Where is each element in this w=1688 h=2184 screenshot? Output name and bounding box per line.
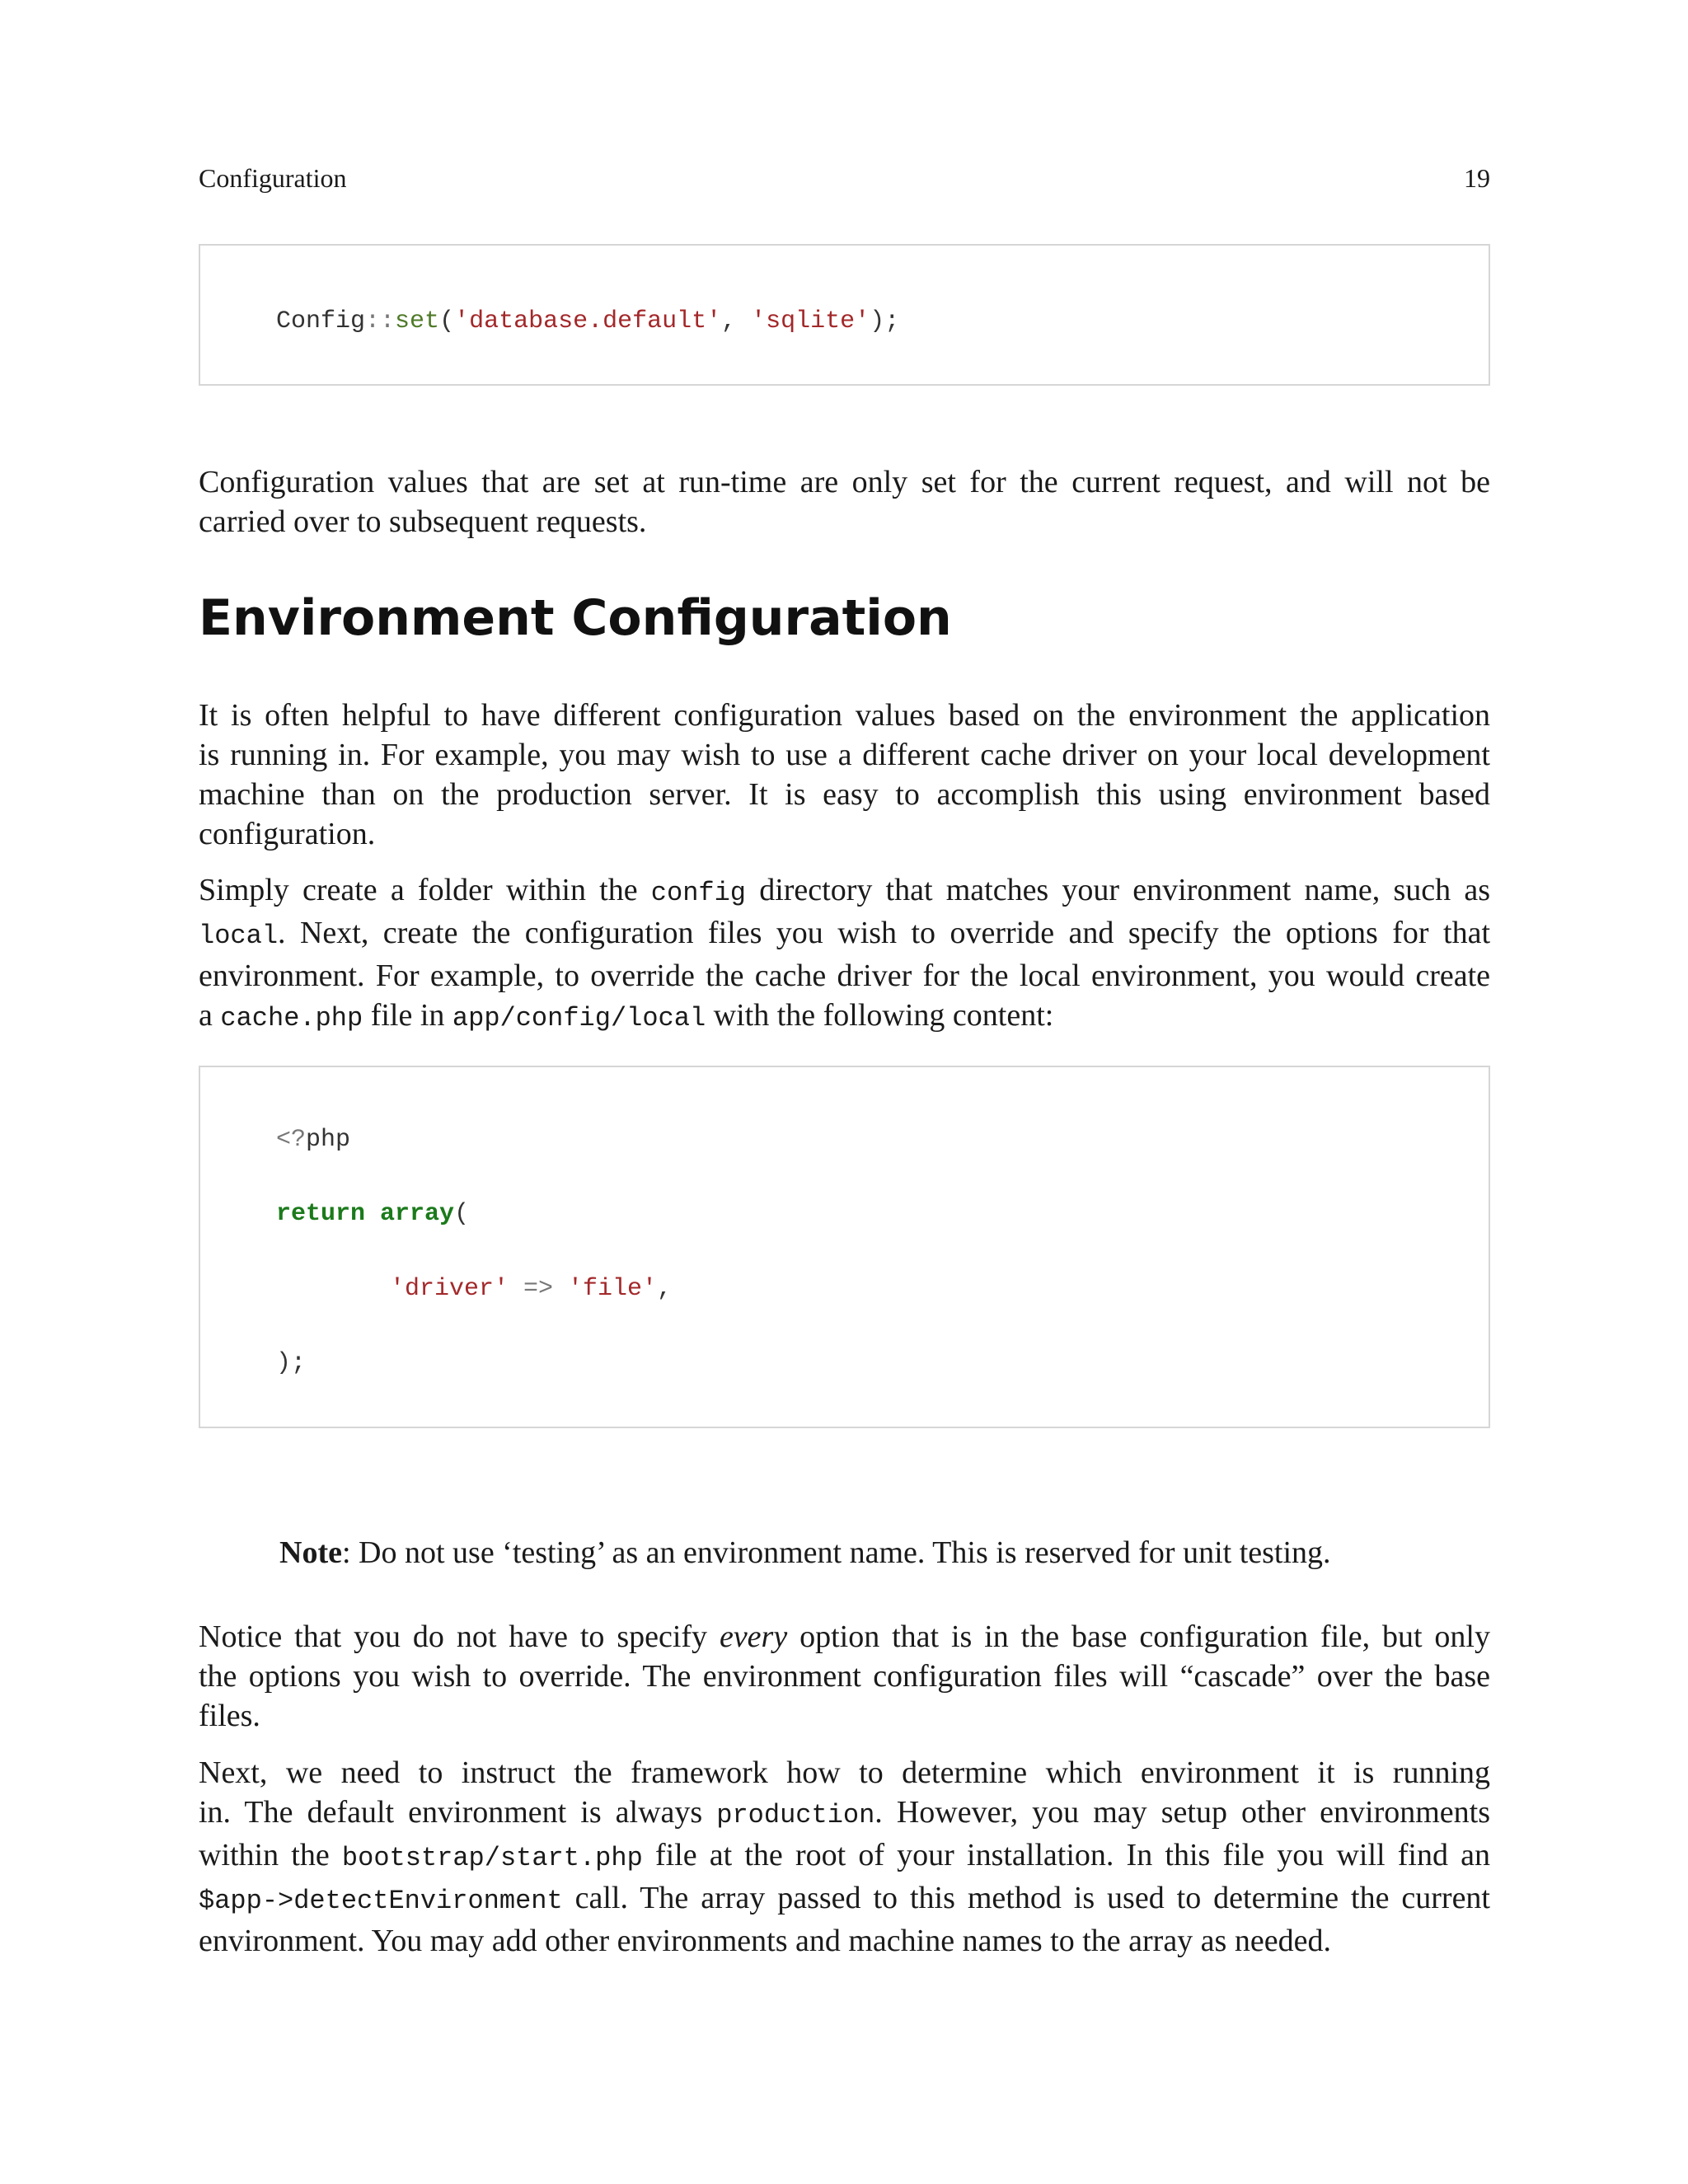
text-line: environment. For example, to override the cache driver for the local environment, you would create [199, 958, 1490, 993]
code-block-config-set [199, 244, 1490, 386]
text-line: Next, we need to instruct the framework how to determine which environment it is running [199, 1755, 1490, 1790]
code-token: Config [276, 307, 366, 335]
text-line [199, 1835, 1490, 1878]
code-token: ( [439, 307, 455, 335]
text-line: configuration. [199, 817, 376, 851]
note-callout [279, 1533, 1331, 1572]
text-line [199, 996, 1490, 1038]
code-line [276, 1348, 306, 1378]
code-token: :: [365, 307, 396, 335]
code-token: 'database.default' [454, 307, 722, 335]
text-run: in. The default environment is always [199, 1795, 717, 1830]
text-run: Notice that you do not have to specify [199, 1619, 720, 1654]
code-line [276, 1199, 469, 1229]
code-token: , [721, 307, 752, 335]
paragraph-cascade [199, 1617, 1490, 1736]
code-token: return [276, 1200, 366, 1228]
paragraph-detect-environment [199, 1753, 1490, 1961]
text-run: with the following content: [706, 998, 1054, 1033]
code-block-cache-config [199, 1066, 1490, 1428]
text-run: . Next, create the configuration files you wish to override and specify the options for that [278, 916, 1490, 950]
text-run: directory that matches your environment name, such as [746, 873, 1490, 907]
text-line: environment. You may add other environments and machine names to the array as needed. [199, 1924, 1331, 1958]
chapter-title: Configuration [199, 163, 347, 193]
paragraph-environment-intro [199, 696, 1490, 854]
note-text: : Do not use ‘testing’ as an environment name. This is reserved for unit testing. [341, 1535, 1331, 1570]
inline-code: $app->detectEnvironment [199, 1886, 563, 1916]
text-run: file at the root of your installation. In this file you will find an [642, 1838, 1490, 1872]
inline-code: config [650, 878, 746, 908]
page-number: 19 [1464, 163, 1490, 193]
code-token: <? [276, 1126, 307, 1154]
text-line: the options you wish to override. The environment configuration files will “cascade” over the base [199, 1659, 1490, 1694]
code-line [276, 1125, 350, 1155]
emphasis-text: every [719, 1619, 788, 1654]
text-run: option that is in the base configuration file, but only [787, 1619, 1490, 1654]
code-token: => [509, 1275, 569, 1303]
text-line [199, 913, 1490, 956]
text-run: . However, you may setup other environments [874, 1795, 1490, 1830]
code-token: , [657, 1275, 673, 1303]
text-line [199, 1793, 1490, 1835]
inline-code: production [716, 1800, 875, 1830]
code-line [276, 307, 899, 336]
code-line [390, 1274, 672, 1304]
text-line [199, 1878, 1490, 1921]
code-token: 'sqlite' [751, 307, 870, 335]
code-token [365, 1200, 380, 1228]
section-heading: Environment Configuration [199, 589, 952, 647]
code-token: ); [276, 1349, 307, 1377]
text-run: within the [199, 1838, 342, 1872]
text-line: Configuration values that are set at run-time are only set for the current request, and will not be [199, 465, 1490, 499]
text-line [199, 1617, 1490, 1657]
text-line: It is often helpful to have different configuration values based on the environment the application [199, 698, 1490, 733]
text-run: call. The array passed to this method is used to determine the current [562, 1881, 1490, 1915]
text-line: carried over to subsequent requests. [199, 504, 647, 539]
note-label: Note [279, 1535, 342, 1570]
code-token: 'file' [568, 1275, 658, 1303]
code-token: set [395, 307, 440, 335]
text-run: Simply create a folder within the [199, 873, 651, 907]
paragraph-runtime [199, 462, 1490, 541]
code-token: php [306, 1126, 351, 1154]
text-run: file in [363, 998, 452, 1033]
text-line: is running in. For example, you may wish to use a different cache driver on your local development [199, 738, 1490, 772]
text-line: files. [199, 1699, 260, 1733]
text-line: machine than on the production server. It is easy to accomplish this using environment based [199, 777, 1490, 812]
inline-code: local [199, 921, 279, 951]
inline-code: app/config/local [452, 1003, 706, 1033]
code-token: ); [870, 307, 900, 335]
text-line [199, 870, 1490, 913]
text-run: a [199, 998, 221, 1033]
inline-code: cache.php [220, 1003, 363, 1033]
code-token: array [380, 1200, 455, 1228]
inline-code: bootstrap/start.php [341, 1843, 643, 1873]
code-token: 'driver' [390, 1275, 509, 1303]
code-token: ( [454, 1200, 470, 1228]
paragraph-create-folder [199, 870, 1490, 1038]
